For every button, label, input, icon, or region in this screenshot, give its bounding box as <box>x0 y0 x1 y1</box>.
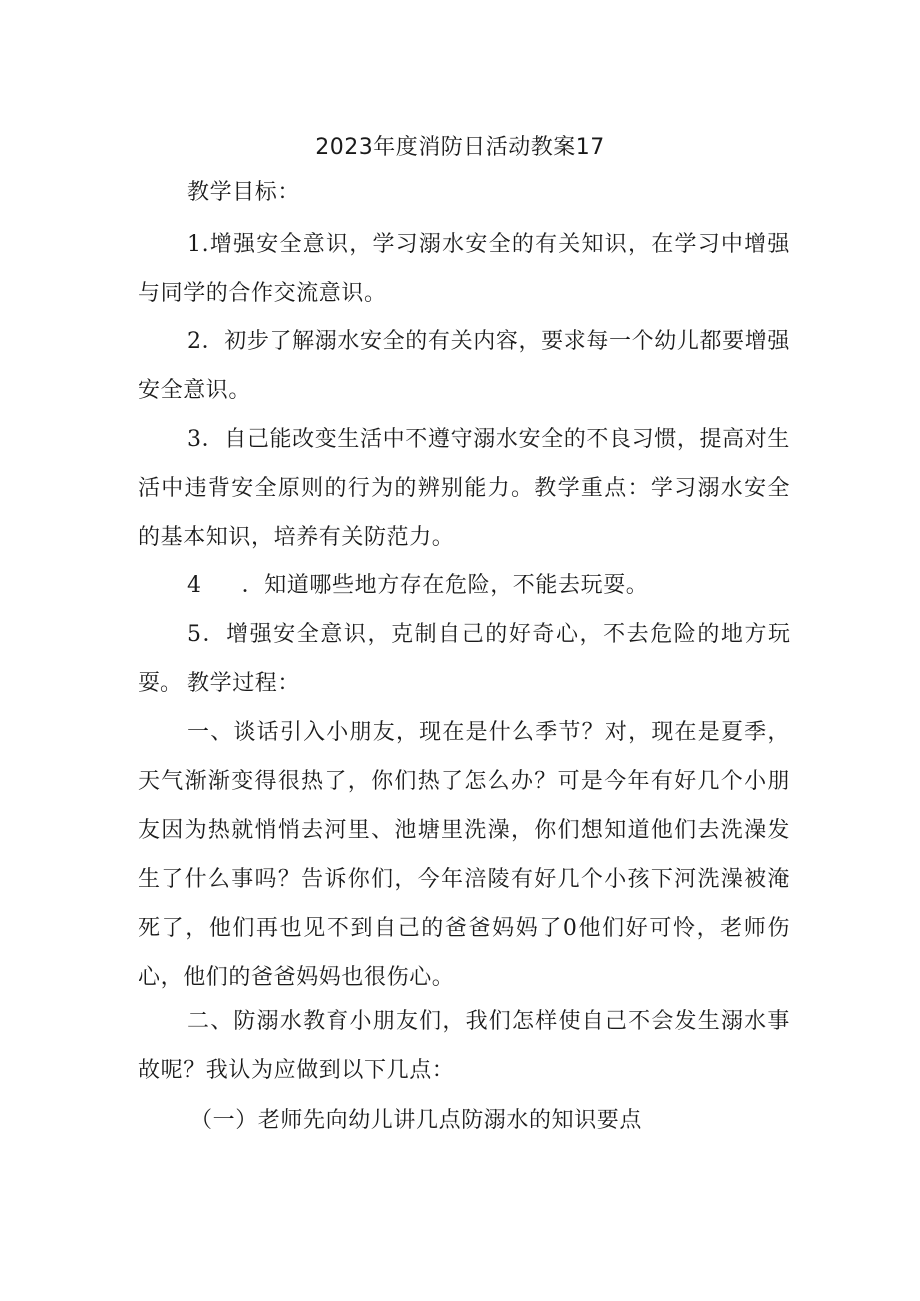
paragraph-objective-4 <box>138 561 790 610</box>
paragraph-objective-3: 3．自己能改变生活中不遵守溺水安全的不良习惯，提高对生活中违背安全原则的行为的辨别能力。教学重点：学习溺水安全的基本知识，培养有关防范力。 <box>138 427 790 550</box>
paragraph-subsection-one: （一）老师先向幼儿讲几点防溺水的知识要点 <box>190 1108 643 1133</box>
paragraph-objective-1: 1.增强安全意识，学习溺水安全的有关知识，在学习中增强与同学的合作交流意识。 <box>138 232 790 306</box>
paragraph-objective-2: 2．初步了解溺水安全的有关内容，要求每一个幼儿都要增强安全意识。 <box>138 329 790 403</box>
paragraph-objectives-heading: 教学目标： <box>187 180 301 205</box>
paragraph-process-heading: 教学过程： <box>187 671 301 696</box>
paragraph-objective-5: 5．增强安全意识，克制自己的好奇心，不去危险的地方玩耍。 <box>138 622 790 696</box>
document-title: 2023年度消防日活动教案17 <box>315 135 605 160</box>
paragraph-section-one: 一、谈话引入小朋友，现在是什么季节？对，现在是夏季，天气渐渐变得很热了，你们热了怎么办？可是今年有好几个小朋友因为热就悄悄去河里、池塘里洗澡，你们想知道他们去洗澡发生了什么事吗？告诉你们，今年涪陵有好几个小孩下河洗澡被淹死了，他们再也见不到自己的爸爸妈妈了0他们好可怜，老师伤心，他们的爸爸妈妈也很伤心。 <box>138 720 790 990</box>
objective-4-number: 4 <box>187 573 202 598</box>
paragraph-section-two: 二、防溺水教育小朋友们，我们怎样使自己不会发生溺水事故呢？我认为应做到以下几点： <box>138 1009 790 1083</box>
objective-4-text: ．知道哪些地方存在危险，不能去玩耍。 <box>241 573 649 598</box>
